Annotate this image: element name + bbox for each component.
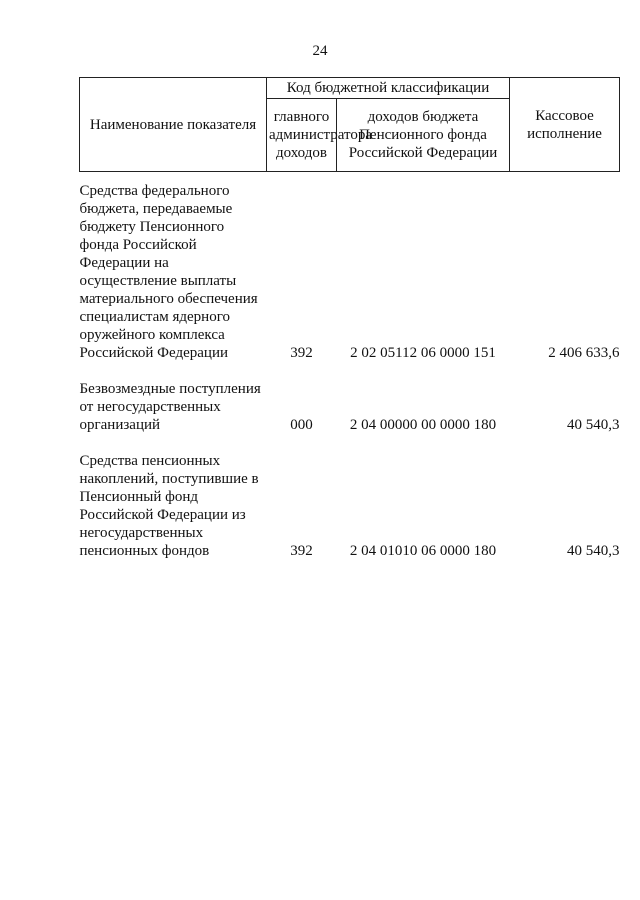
header-name: Наименование показателя (80, 78, 267, 172)
row-name: Средства федерального бюджета, передаваемые бюджету Пенсионного фонда Российской Федерации на осуществление выплаты материального обеспечения специалистам ядерного оружейного комплекса Российской Федерации (79, 183, 258, 361)
row-name: Безвозмездные поступления от негосударственных организаций (79, 381, 261, 433)
table-row (80, 380, 620, 434)
gap-row (80, 434, 620, 452)
row-income-code: 2 02 05112 06 0000 151 (350, 345, 496, 361)
row-admin-code: 000 (290, 417, 313, 433)
row-income-code: 2 04 01010 06 0000 180 (349, 543, 497, 559)
page-number: 24 (312, 43, 328, 59)
row-amount: 40 540,3 (567, 417, 620, 433)
header-admin-code: главного администратора доходов (267, 99, 337, 172)
header-row-top (80, 78, 620, 99)
row-name: Средства пенсионных накоплений, поступившие в Пенсионный фонд Российской Федерации из негосударственных пенсионных фондов (79, 453, 259, 559)
spacer-row (80, 172, 620, 183)
table-row (80, 182, 620, 362)
row-amount: 2 406 633,6 (548, 345, 620, 361)
header-income-code: доходов бюджета Пенсионного фонда Российской Федерации (337, 99, 510, 172)
budget-income-table (79, 77, 620, 560)
header-classification-group: Код бюджетной классификации (267, 78, 510, 99)
gap-row (80, 362, 620, 380)
header-execution: Кассовое исполнение (510, 78, 620, 172)
row-income-code: 2 04 00000 00 0000 180 (349, 417, 497, 433)
row-amount: 40 540,3 (567, 543, 620, 559)
row-admin-code: 392 (290, 543, 313, 559)
row-admin-code: 392 (290, 345, 313, 361)
table-row (80, 452, 620, 560)
